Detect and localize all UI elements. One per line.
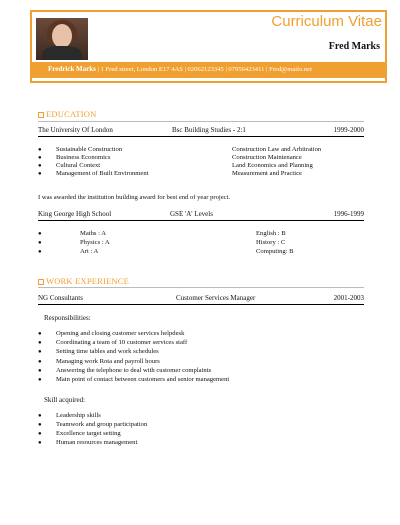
bullet-icon: ●	[38, 340, 42, 347]
person-name: Fred Marks	[328, 41, 380, 52]
divider	[38, 287, 364, 288]
skills-label: Skill acquired:	[44, 396, 86, 404]
grade-item: Art : A	[80, 248, 99, 255]
responsibilities-label: Responsibilities:	[44, 314, 91, 322]
bullet-icon: ●	[38, 440, 42, 446]
education-row-highschool	[38, 210, 364, 219]
award-text: I was awarded the institution building award for best end of year project.	[38, 194, 231, 201]
module-item: Management of Built Environment	[56, 170, 149, 177]
course-name: Bsc Building Studies - 2:1	[172, 126, 246, 134]
bullet-icon: ●	[38, 377, 42, 383]
module-item: Business Economics	[56, 154, 111, 161]
bullet-icon: ●	[38, 231, 42, 237]
skill-item: Leadership skills	[56, 412, 101, 419]
bullet-icon: ●	[38, 249, 42, 255]
bullet-icon: ●	[38, 413, 42, 419]
grade-item: Maths : A	[80, 230, 107, 237]
bullet-icon: ●	[38, 349, 42, 356]
date-range: 1996-1999	[333, 210, 364, 218]
company-name: NG Consultants	[38, 294, 83, 302]
divider	[38, 121, 364, 122]
module-item: Land Economics and Planning	[232, 162, 313, 169]
education-heading: EDUCATION	[38, 109, 96, 119]
grade-item: History : C	[256, 239, 286, 246]
section-square-icon	[38, 279, 44, 285]
module-item: Sustainable Construction	[56, 146, 123, 153]
cv-title: Curriculum Vitae	[271, 13, 382, 30]
bullet-icon: ●	[38, 147, 42, 153]
skill-item: Human resources management	[56, 439, 138, 446]
course-name: GSE 'A' Levels	[170, 210, 213, 218]
skill-item: Teamwork and group participation	[56, 421, 148, 428]
bullet-icon: ●	[38, 163, 42, 169]
responsibility-item: Coordinating a team of 10 customer services staff	[56, 339, 188, 347]
job-role: Customer Services Manager	[176, 294, 256, 302]
section-square-icon	[38, 112, 44, 118]
module-item: Construction Law and Arbitration	[232, 146, 322, 153]
bullet-icon: ●	[38, 155, 42, 161]
divider	[38, 220, 364, 221]
bullet-icon: ●	[38, 240, 42, 246]
module-item: Measurement and Practice	[232, 170, 302, 177]
responsibility-item: Opening and closing customer services helpdesk	[56, 330, 185, 337]
bullet-icon: ●	[38, 331, 42, 337]
contact-name: Fredrick Marks	[48, 65, 96, 73]
module-item: Cultural Context	[56, 162, 101, 169]
bullet-icon: ●	[38, 171, 42, 177]
grade-item: Physics : A	[80, 239, 110, 246]
responsibility-item: Setting time tables and work schedules	[56, 348, 159, 356]
bullet-icon: ●	[38, 431, 42, 437]
divider	[38, 136, 364, 137]
bullet-icon: ●	[38, 358, 42, 365]
experience-heading: WORK EXPERIENCE	[38, 276, 129, 286]
grade-item: Computing: B	[256, 248, 294, 255]
bullet-icon: ●	[38, 367, 42, 374]
bullet-icon: ●	[38, 422, 42, 428]
date-range: 1999-2000	[333, 126, 364, 134]
school-name: King George High School	[38, 210, 112, 218]
contact-details: | 1 Fred street, London E17 4AS | 02062123345 | 07956423411 | Fred@mailo.net	[97, 66, 312, 73]
responsibility-item: Main point of contact between customers and senior management	[56, 376, 230, 383]
module-item: Construction Maintenance	[232, 154, 302, 161]
school-name: The University Of London	[38, 126, 113, 134]
contact-bar	[30, 62, 387, 78]
skill-item: Excellence target setting	[56, 430, 121, 437]
education-row-university	[38, 126, 364, 135]
grade-item: English : B	[256, 230, 286, 237]
responsibility-item: Managing work Rota and payroll hours	[56, 357, 160, 365]
divider	[38, 304, 364, 305]
responsibility-item: Answering the telephone to deal with customer complaints	[56, 366, 212, 374]
profile-photo	[36, 18, 88, 60]
job-row	[38, 294, 364, 303]
date-range: 2001-2003	[333, 294, 364, 302]
